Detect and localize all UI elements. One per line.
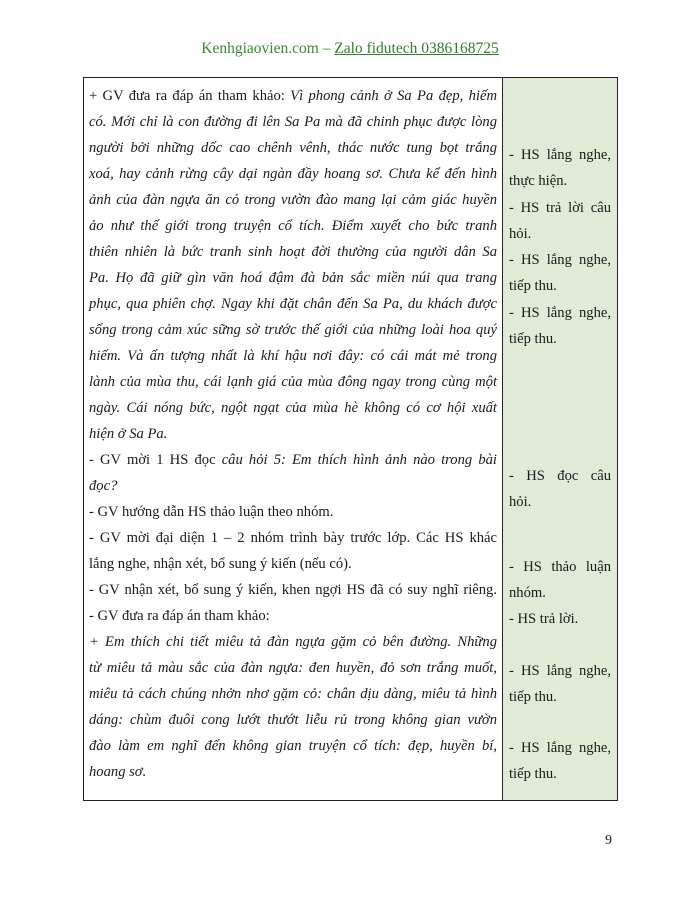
text-line: miêu tả cách chúng nhởn nhơ gặm cỏ: chân dịu dàng, miêu tả hình	[89, 686, 497, 702]
text-line: hoang sơ.	[89, 764, 147, 780]
text-line: - GV mời 1 HS đọc câu hỏi 5: Em thích hình ảnh nào trong bài	[89, 452, 497, 468]
text-line: đọc?	[89, 478, 118, 494]
student-line: tiếp thu.	[509, 331, 557, 347]
student-line: - HS trả lời.	[509, 611, 579, 627]
text-line: - GV đưa ra đáp án tham khảo:	[89, 608, 270, 624]
student-line: tiếp thu.	[509, 278, 557, 294]
text-line: hiện ở Sa Pa.	[89, 426, 168, 442]
teacher-activity-column	[84, 78, 503, 800]
student-line: nhóm.	[509, 585, 546, 601]
header-zalo-link[interactable]: Zalo fidutech 0386168725	[334, 40, 499, 57]
text-line: đào làm em nghĩ đến không gian truyện cổ tích: đẹp, huyền bí,	[89, 738, 497, 754]
student-line: hỏi.	[509, 226, 532, 242]
student-line: tiếp thu.	[509, 766, 557, 782]
text-line: - GV nhận xét, bổ sung ý kiến, khen ngợi HS đã có suy nghĩ riêng.	[89, 582, 497, 598]
text-line: phục, qua phiên chợ. Ngay khi đặt chân đến Sa Pa, du khách được	[89, 296, 497, 312]
header-separator: –	[318, 40, 335, 57]
text-line: xoá, hay cảnh rừng cây dại ngàn đầy hoang sơ. Chưa kể đến hình	[89, 166, 497, 182]
text-line: lành của mùa thu, cái lạnh giá của mùa đông ngay trong cùng một	[89, 374, 497, 390]
student-line: thực hiện.	[509, 173, 568, 189]
student-line: - HS lắng nghe,	[509, 305, 611, 321]
text-line: thiên nhiên là bức tranh sinh hoạt đời thường của người dân Sa	[89, 244, 497, 260]
page-header	[0, 40, 700, 58]
text-line: người bởi những dốc cao chênh vênh, thác nước tung bọt trắng	[89, 140, 497, 156]
text-line: dáng: chùm đuôi cong lướt thướt liễu rủ trong không gian vườn	[89, 712, 497, 728]
text-line: ảnh của đàn ngựa ăn cỏ trong vườn đào mang lại cảm giác huyền	[89, 192, 497, 208]
student-line: - HS đọc câu	[509, 468, 611, 484]
student-line: - HS thảo luận	[509, 559, 611, 575]
student-line: - HS lắng nghe,	[509, 147, 611, 163]
student-line: - HS trả lời câu	[509, 200, 611, 216]
student-activity-column	[503, 78, 617, 800]
text-line: + Em thích chi tiết miêu tả đàn ngựa gặm cỏ bên đường. Những	[89, 634, 497, 650]
text-line: ảo như thế giới trong truyện cổ tích. Điểm xuyết cho bức tranh	[89, 218, 497, 234]
text-line: ngày. Cái nóng bức, ngột ngạt của mùa hè không có cơ hội xuất	[89, 400, 497, 416]
text-line: Pa. Họ đã giữ gìn văn hoá đậm đà bản sắc miền núi qua trang	[89, 270, 497, 286]
student-line: tiếp thu.	[509, 689, 557, 705]
lesson-table	[83, 77, 618, 801]
text-line: có. Mới chỉ là con đường đi lên Sa Pa mà đã chinh phục được lòng	[89, 114, 497, 130]
student-line: - HS lắng nghe,	[509, 663, 611, 679]
text-line: hiếm. Và ấn tượng nhất là khí hậu nơi đây: có cái mát mẻ trong	[89, 348, 497, 364]
student-line: hỏi.	[509, 494, 532, 510]
text-line: từ miêu tả màu sắc của đàn ngựa: đen huyền, đỏ sơn trắng muốt,	[89, 660, 497, 676]
text-line: - GV hướng dẫn HS thảo luận theo nhóm.	[89, 504, 334, 520]
student-line: - HS lắng nghe,	[509, 252, 611, 268]
text-line: + GV đưa ra đáp án tham khảo: Vì phong cảnh ở Sa Pa đẹp, hiếm	[89, 88, 497, 104]
text-line: - GV mời đại diện 1 – 2 nhóm trình bày trước lớp. Các HS khác	[89, 530, 497, 546]
header-site[interactable]: Kenhgiaovien.com	[201, 40, 319, 57]
text-line: sống trong cảm xúc sững sờ trước thế giới của những loài hoa quý	[89, 322, 497, 338]
text-line: lắng nghe, nhận xét, bổ sung ý kiến (nếu có).	[89, 556, 352, 572]
student-line: - HS lắng nghe,	[509, 740, 611, 756]
page-number: 9	[605, 833, 612, 848]
